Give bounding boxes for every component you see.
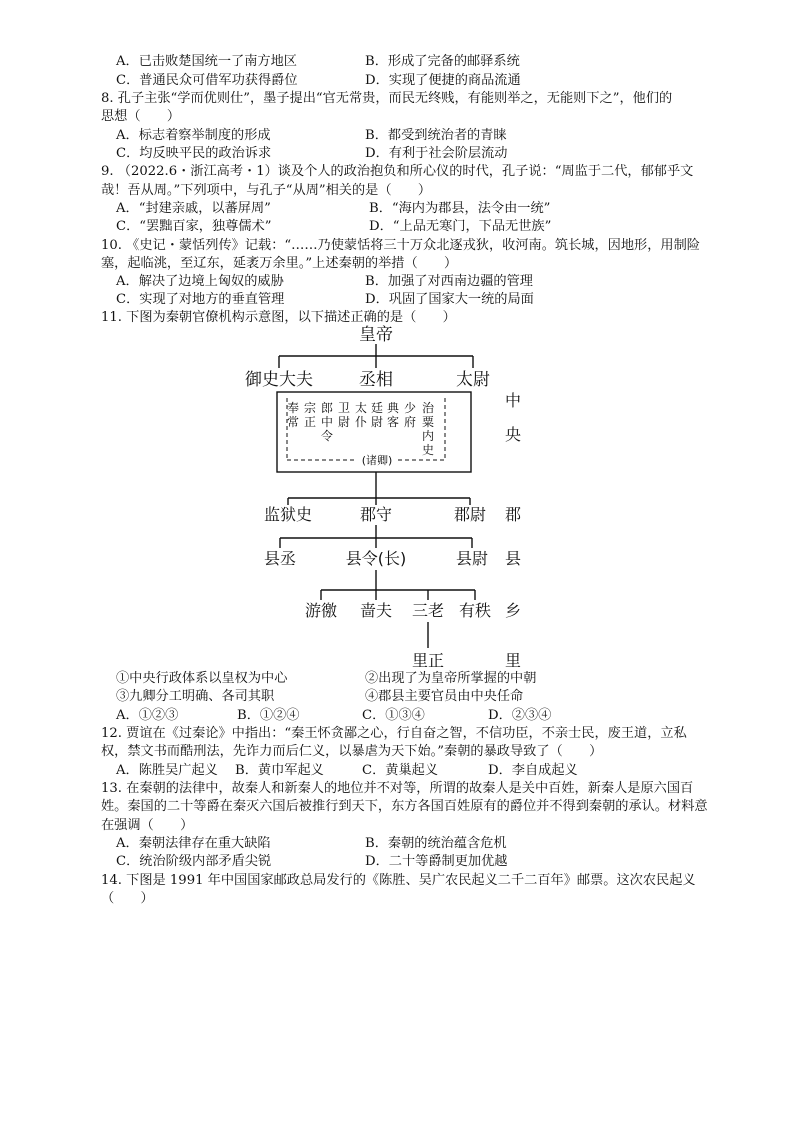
q11-option-b: B．①②④ (237, 708, 300, 723)
minister-1: 奉常 (286, 401, 300, 429)
q13-stem-line1: 13. 在秦朝的法律中，故秦人和新秦人的地位并不对等，所谓的故秦人是关中百姓，新秦人是原六国百 (101, 781, 694, 796)
q8-stem-line2: 思想（ ） (101, 109, 181, 124)
q12-option-a: A．陈胜吴广起义 (116, 763, 218, 778)
level-township: 乡 (504, 601, 522, 620)
level-village: 里 (504, 651, 522, 670)
q11-stem: 11. 下图为秦朝官僚机构示意图，以下描述正确的是（ ） (101, 310, 456, 325)
q12-option-d: D．李自成起义 (488, 763, 578, 778)
q13-stem-line2: 姓。秦国的二十等爵在秦灭六国后被推行到天下，东方各国百姓原有的爵位并不得到秦朝的承认。材料意 (101, 799, 708, 814)
q12-stem-line1: 12. 贾谊在《过秦论》中指出：“秦王怀贪鄙之心，行自奋之智，不信功臣，不亲士民，废王道，立私 (101, 726, 687, 741)
q11-option-a: A．①②③ (116, 708, 179, 723)
township-youjiao: 游徼 (304, 601, 338, 620)
q10-option-b: B．加强了对西南边疆的管理 (365, 274, 533, 289)
nine-ministers (287, 400, 435, 457)
q10-option-a: A．解决了边境上匈奴的威胁 (116, 274, 284, 289)
emperor-label: 皇帝 (359, 325, 393, 345)
q12-option-b: B．黄巾军起义 (235, 763, 324, 778)
county-xiancheng: 县丞 (263, 549, 297, 568)
q14-stem-line2: （ ） (101, 891, 154, 906)
q9-option-b: B．“海内为郡县，法令由一统” (369, 201, 551, 216)
q13-option-a: A．秦朝法律存在重大缺陷 (116, 836, 271, 851)
qin-bureaucracy-diagram (0, 322, 794, 692)
village-lizheng: 里正 (411, 651, 445, 670)
minister-6: 廷尉 (370, 401, 384, 429)
q12-option-c: C．黄巢起义 (362, 763, 439, 778)
q9-option-d: D．“上品无寒门，下品无世族” (369, 219, 552, 234)
commandery-jianyushi: 监狱史 (263, 505, 313, 524)
q11-statement-4: ④郡县主要官员由中央任命 (365, 689, 524, 704)
minister-3: 郎中令 (320, 401, 334, 443)
q8-option-b: B．都受到统治者的青睐 (365, 128, 507, 143)
minister-2: 宗正 (303, 401, 317, 429)
q10-option-c: C．实现了对地方的垂直管理 (116, 292, 285, 307)
q9-stem-line2: 哉！吾从周。”下列项中，与孔子“从周”相关的是（ ） (101, 183, 432, 198)
q7-option-b: B．形成了完备的邮驿系统 (365, 54, 520, 69)
township-sefu: 啬夫 (359, 601, 393, 620)
q11-option-c: C．①③④ (362, 708, 425, 723)
q13-option-c: C．统治阶级内部矛盾尖锐 (116, 854, 272, 869)
q13-option-b: B．秦朝的统治蕴含危机 (365, 836, 507, 851)
q8-option-d: D．有利于社会阶层流动 (365, 146, 508, 161)
q9-stem-line1: 9. （2022.6・浙江高考・1）谈及个人的政治抱负和所心仪的时代，孔子说：“周监于二代，郁郁乎文 (101, 164, 694, 179)
q7-option-d: D．实现了便捷的商品流通 (365, 73, 521, 88)
level-commandery: 郡 (504, 505, 522, 524)
q13-option-d: D．二十等爵制更加优越 (365, 854, 508, 869)
three-lords-yushidafu: 御史大夫 (245, 370, 313, 390)
q9-option-c: C．“罢黜百家，独尊儒术” (116, 219, 272, 234)
level-county: 县 (504, 549, 522, 568)
commandery-junshou: 郡守 (359, 505, 393, 524)
q11-option-d: D．②③④ (488, 708, 552, 723)
q10-option-d: D．巩固了国家大一统的局面 (365, 292, 534, 307)
minister-7: 典客 (386, 401, 400, 429)
minister-8: 少府 (403, 401, 417, 429)
three-lords-taiwei: 太尉 (456, 370, 490, 390)
commandery-junwei: 郡尉 (453, 505, 487, 524)
zhuqing-label: (诸卿) (361, 454, 393, 467)
q10-stem-line1: 10. 《史记・蒙恬列传》记载：“……乃使蒙恬将三十万众北逐戎狄，收河南。筑长城，因地形，用制险 (101, 238, 700, 253)
q11-statement-3: ③九卿分工明确、各司其职 (116, 689, 275, 704)
q11-statement-2: ②出现了为皇帝所掌握的中朝 (365, 671, 537, 686)
q10-stem-line2: 塞，起临洮，至辽东，延袤万余里。”上述秦朝的举措（ ） (101, 256, 458, 271)
q12-stem-line2: 权，禁文书而酷刑法，先诈力而后仁义，以暴虐为天下始。”秦朝的暴政导致了（ ） (101, 744, 603, 759)
q7-option-a: A．已击败楚国统一了南方地区 (116, 54, 297, 69)
minister-9: 治粟内史 (421, 401, 435, 457)
q8-option-a: A．标志着察举制度的形成 (116, 128, 271, 143)
q8-option-c: C．均反映平民的政治诉求 (116, 146, 272, 161)
q7-option-c: C．普通民众可借军功获得爵位 (116, 73, 298, 88)
county-xianwei: 县尉 (455, 549, 489, 568)
q11-statement-1: ①中央行政体系以皇权为中心 (116, 671, 288, 686)
q8-stem-line1: 8. 孔子主张“学而优则仕”，墨子提出“官无常贵，而民无终贱，有能则举之，无能则下之”，他们的 (101, 91, 673, 106)
minister-5: 太仆 (354, 401, 368, 429)
q13-stem-line3: 在强调（ ） (101, 818, 194, 833)
q14-stem-line1: 14. 下图是 1991 年中国国家邮政总局发行的《陈胜、吴广农民起义二千二百年》邮票。这次农民起义 (101, 873, 696, 888)
township-sanlao: 三老 (411, 601, 445, 620)
township-youzhi: 有秩 (458, 601, 492, 620)
minister-4: 卫尉 (337, 401, 351, 429)
three-lords-chengxiang: 丞相 (359, 370, 393, 390)
q9-option-a: A．“封建亲戚，以蕃屏周” (116, 201, 271, 216)
county-xianling: 县令(长) (345, 549, 407, 568)
level-central: 中央 (504, 391, 522, 444)
